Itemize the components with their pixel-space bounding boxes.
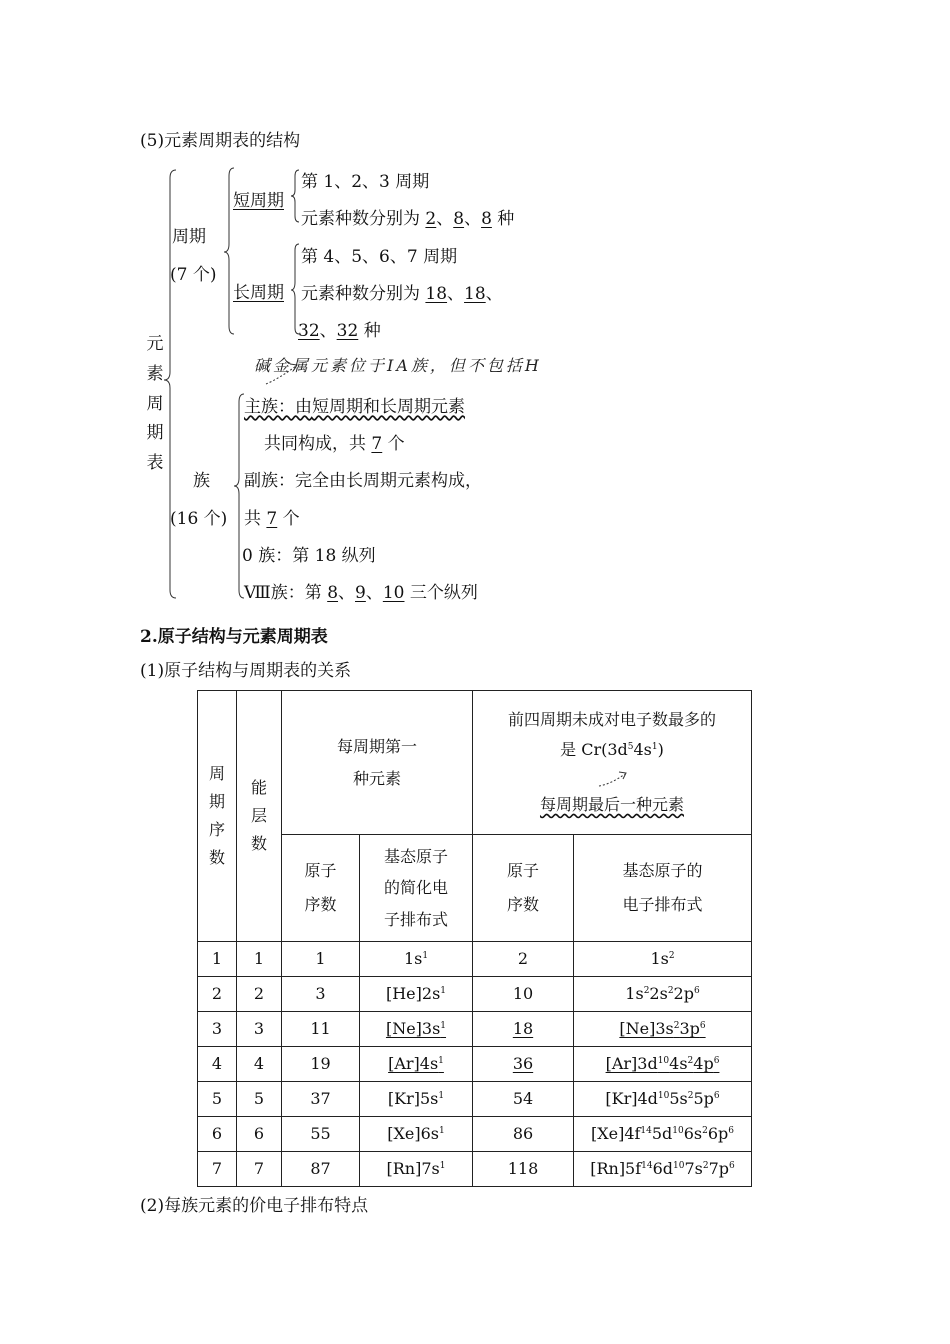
first-config-cell: $[Ar]4s^1$ xyxy=(360,1047,473,1082)
shells-cell: 4 xyxy=(237,1047,282,1082)
first-config-cell: $[Rn]7s^1$ xyxy=(360,1152,473,1187)
first-z-cell: 1 xyxy=(282,942,360,977)
last-z-cell: 54 xyxy=(473,1082,574,1117)
period-cell: 2 xyxy=(198,977,237,1012)
periodic-structure-table xyxy=(197,690,752,1187)
period-cell: 7 xyxy=(198,1152,237,1187)
sub-count: 7 xyxy=(266,509,278,529)
first-z-cell: 3 xyxy=(282,977,360,1012)
long-value-2: 18 xyxy=(464,284,486,304)
header-note-line2: 是 $Cr(3d^54s^1)$ xyxy=(560,740,664,760)
long-period-label-text: 长周期 xyxy=(233,283,284,303)
sub-group-cont xyxy=(244,504,300,529)
period-count: (7 个) xyxy=(170,265,217,285)
short-value-1: 2 xyxy=(425,209,437,229)
last-z-cell: 18 xyxy=(473,1012,574,1047)
last-config-cell: $[Rn]5f^{14}6d^{10}7s^27p^6$ xyxy=(574,1152,752,1187)
first-config-cell: $1s^1$ xyxy=(360,942,473,977)
short-period-line2: 元素种数分别为 2、8、8 种 xyxy=(301,209,515,229)
last-z-cell: 86 xyxy=(473,1117,574,1152)
header-first-element xyxy=(282,691,473,835)
main-group-cont xyxy=(264,429,405,454)
viii-suffix: 三个纵列 xyxy=(409,583,478,603)
period-cell: 5 xyxy=(198,1082,237,1117)
header-note-arrow xyxy=(473,766,751,790)
table-row xyxy=(198,1047,752,1082)
last-config-cell: $1s^22s^22p^6$ xyxy=(574,977,752,1012)
period-cell: 6 xyxy=(198,1117,237,1152)
last-z-cell: 10 xyxy=(473,977,574,1012)
header-first-line2: 种元素 xyxy=(352,768,401,788)
main-group-line xyxy=(244,392,465,417)
shells-cell: 7 xyxy=(237,1152,282,1187)
short-value-2: 8 xyxy=(453,209,465,229)
first-config-cell: $[He]2s^1$ xyxy=(360,977,473,1012)
header-last-element xyxy=(473,691,752,835)
shells-cell: 6 xyxy=(237,1117,282,1152)
long-period-label xyxy=(233,278,284,303)
last-config-cell: $[Ne]3s^23p^6$ xyxy=(574,1012,752,1047)
header-last-atomic-no: 原子 序数 xyxy=(473,835,574,942)
main-group-prefix: 主族：由 xyxy=(244,397,312,417)
short-suffix: 种 xyxy=(497,209,515,229)
first-config-cell: $[Kr]5s^1$ xyxy=(360,1082,473,1117)
short-period-line1: 第 1、2、3 周期 xyxy=(301,172,430,192)
header-note-line1: 前四周期未成对电子数最多的 xyxy=(507,709,716,729)
group-label: 族 xyxy=(193,471,210,491)
first-z-cell: 37 xyxy=(282,1082,360,1117)
sub-cont-prefix: 共 xyxy=(244,509,261,529)
first-z-cell: 87 xyxy=(282,1152,360,1187)
period-cell: 4 xyxy=(198,1047,237,1082)
header-first-config: 基态原子 的简化电 子排布式 xyxy=(360,835,473,942)
table-row xyxy=(198,1117,752,1152)
first-z-cell: 55 xyxy=(282,1117,360,1152)
main-group-underlined: 短周期和长周期元素 xyxy=(312,397,465,417)
main-cont-prefix: 共同构成，共 xyxy=(264,434,366,454)
section-heading-2: 2.原子结构与元素周期表 xyxy=(140,627,328,647)
table-row xyxy=(198,1152,752,1187)
header-first-line1: 每周期第一 xyxy=(336,736,417,756)
last-config-cell: $[Xe]4f^{14}5d^{10}6s^26p^6$ xyxy=(574,1117,752,1152)
viii-value-2: 9 xyxy=(355,583,366,603)
long-value-4: 32 xyxy=(336,321,359,341)
sub-heading-1: (1)原子结构与周期表的关系 xyxy=(140,661,352,681)
sub-unit: 个 xyxy=(282,509,300,529)
sub-heading-2: (2)每族元素的价电子排布特点 xyxy=(140,1196,369,1216)
short-period-label-text: 短周期 xyxy=(233,191,284,211)
last-config-cell: $1s^2$ xyxy=(574,942,752,977)
header-period: 周期序数 xyxy=(198,691,237,942)
long-suffix: 种 xyxy=(363,321,381,341)
last-config-cell: $[Kr]4d^{10}5s^25p^6$ xyxy=(574,1082,752,1117)
table-row xyxy=(198,942,752,977)
long-value-3: 32 xyxy=(298,321,320,341)
short-period-label xyxy=(233,186,284,211)
period-cell: 1 xyxy=(198,942,237,977)
header-first-atomic-no: 原子 序数 xyxy=(282,835,360,942)
shells-cell: 2 xyxy=(237,977,282,1012)
viii-prefix: Ⅷ族：第 xyxy=(244,583,322,603)
last-z-cell: 36 xyxy=(473,1047,574,1082)
long-period-line3: 32、32 种 xyxy=(298,321,381,341)
root-label: 元素周期表 xyxy=(146,334,164,473)
viii-value-3: 10 xyxy=(382,583,405,603)
long-period-line2: 元素种数分别为 18、18、 xyxy=(301,284,503,304)
header-last-config: 基态原子的 电子排布式 xyxy=(574,835,752,942)
first-z-cell: 19 xyxy=(282,1047,360,1082)
first-config-cell: $[Ne]3s^1$ xyxy=(360,1012,473,1047)
zero-group-line: 0 族：第 18 纵列 xyxy=(242,546,376,566)
last-config-cell: $[Ar]3d^{10}4s^24p^6$ xyxy=(574,1047,752,1082)
table-row xyxy=(198,977,752,1012)
main-count: 7 xyxy=(371,434,383,454)
first-z-cell: 11 xyxy=(282,1012,360,1047)
handwritten-note: 碱金属元素位于ⅠA族，但不包括H xyxy=(254,356,542,375)
first-config-cell: $[Xe]6s^1$ xyxy=(360,1117,473,1152)
long-value-1: 18 xyxy=(425,284,448,304)
main-unit: 个 xyxy=(387,434,405,454)
sub-group-line: 副族：完全由长周期元素构成， xyxy=(244,471,482,491)
viii-group-line: Ⅷ族：第 8、9、10 三个纵列 xyxy=(244,583,478,603)
shells-cell: 5 xyxy=(237,1082,282,1117)
group-count: (16 个) xyxy=(170,509,228,529)
shells-cell: 1 xyxy=(237,942,282,977)
short-prefix: 元素种数分别为 xyxy=(301,209,420,229)
period-cell: 3 xyxy=(198,1012,237,1047)
section-heading-5: (5)元素周期表的结构 xyxy=(140,131,301,151)
short-value-3: 8 xyxy=(481,209,492,229)
last-z-cell: 118 xyxy=(473,1152,574,1187)
long-period-line1: 第 4、5、6、7 周期 xyxy=(301,247,458,267)
long-prefix: 元素种数分别为 xyxy=(301,284,420,304)
table-row xyxy=(198,1012,752,1047)
table-row xyxy=(198,1082,752,1117)
shells-cell: 3 xyxy=(237,1012,282,1047)
header-shells: 能层数 xyxy=(237,691,282,942)
last-z-cell: 2 xyxy=(473,942,574,977)
header-last-line: 每周期最后一种元素 xyxy=(539,794,684,814)
viii-value-1: 8 xyxy=(327,583,339,603)
dashed-arrow-icon xyxy=(595,768,635,790)
period-label: 周期 xyxy=(172,227,206,247)
